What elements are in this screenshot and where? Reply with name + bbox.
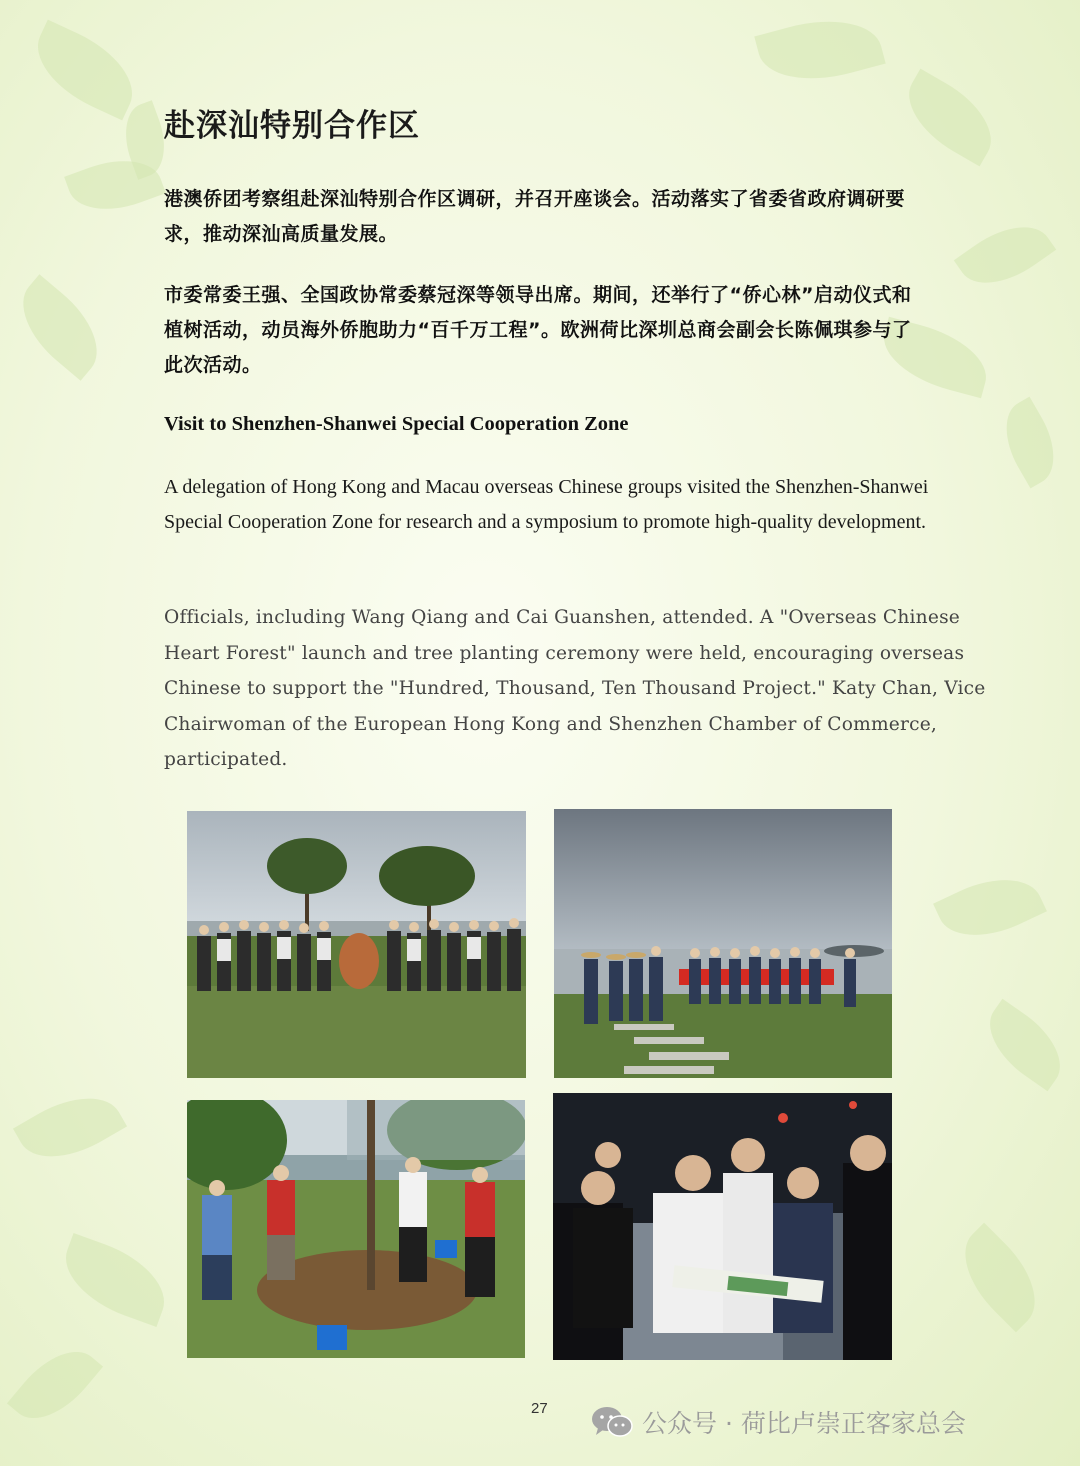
photo-group-with-banner [554,809,892,1078]
watermark [590,1403,966,1441]
chinese-paragraph-2: 市委常委王强、全国政协常委蔡冠深等领导出席。期间，还举行了“侨心林”启动仪式和植树活动，动员海外侨胞助力“百千万工程”。欧洲荷比深圳总商会副会长陈佩琪参与了此次活动。 [164,284,912,376]
wechat-icon [590,1404,634,1440]
english-title: Visit to Shenzhen-Shanwei Special Cooperation Zone [164,413,629,435]
photo-tree-planting [187,1100,525,1358]
english-paragraph-1: A delegation of Hong Kong and Macau overseas Chinese groups visited the Shenzhen-Shanwei Special Cooperation Zone for research and a symposium to promote high-quality development. [164,476,929,533]
english-paragraph-2: Officials, including Wang Qiang and Cai Guanshen, attended. A "Overseas Chinese Heart Forest" launch and tree planting ceremony were held, encouraging overseas Chinese to support the "Hundred, Thousand, Ten Thousand Project." Katy Chan, Vice Chairwoman of the European Hong Kong and Shenzhen Chamber of Commerce, participated. [164,607,986,770]
page-number: 27 [531,1400,548,1417]
chinese-title: 赴深汕特别合作区 [164,108,420,144]
chinese-paragraph-1: 港澳侨团考察组赴深汕特别合作区调研，并召开座谈会。活动落实了省委省政府调研要求，推动深汕高质量发展。 [164,188,906,245]
photo-group-with-stone [187,811,526,1078]
watermark-text: 公众号 · 荷比卢崇正客家总会 [642,1409,966,1438]
photo-night-discussion [553,1093,892,1360]
